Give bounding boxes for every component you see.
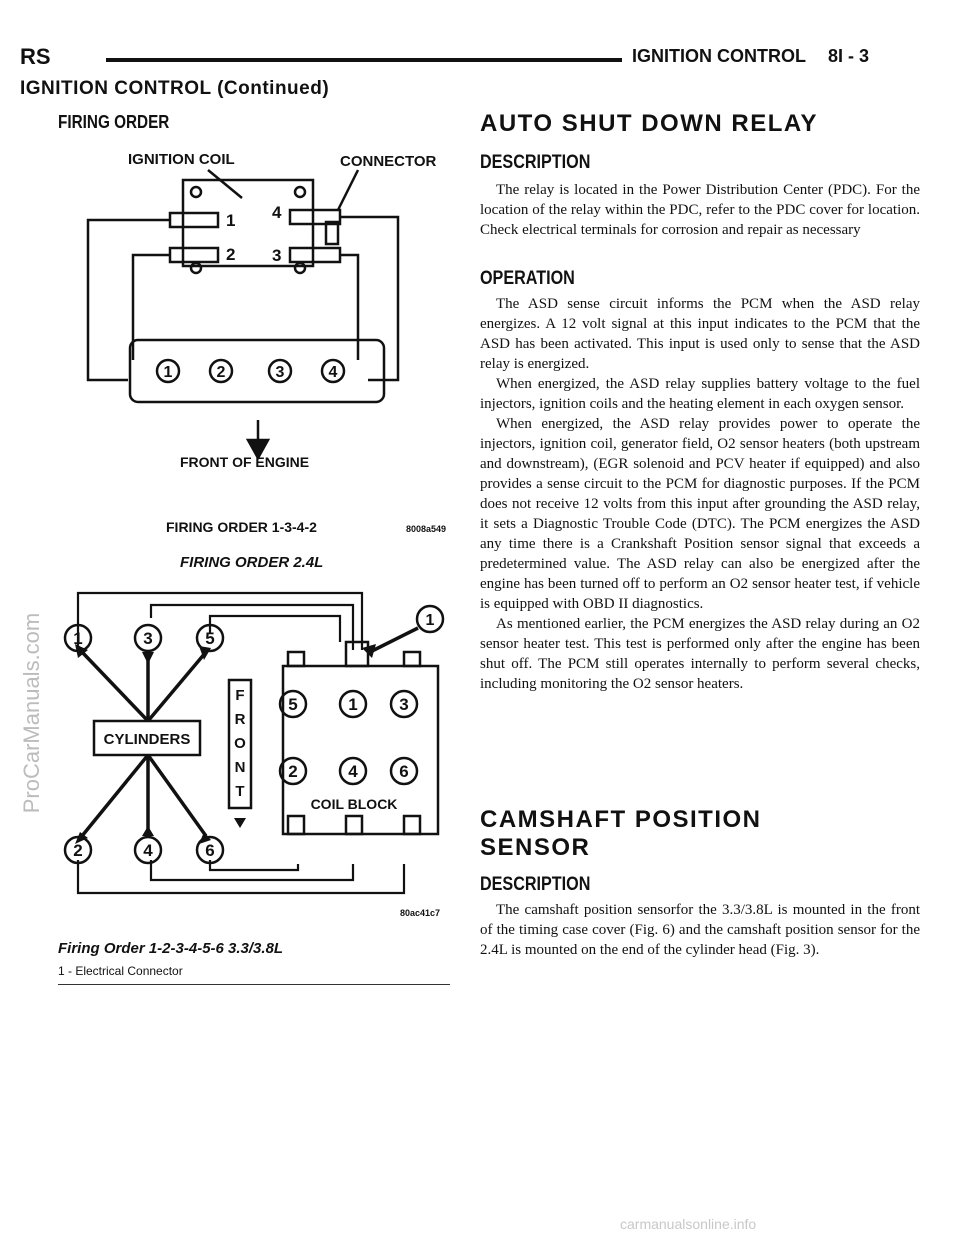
bottom-watermark: carmanualsonline.info bbox=[620, 1216, 757, 1232]
asd-operation-paragraph-3: When energized, the ASD relay provides power to operate the injectors, ignition coil, generator field, O2 sensor heaters (both upstream and downstream), (EGR solenoid and PCV heater if equipped) and also provides a sense circuit to the PCM for diagnostic purposes. If the PCM does not receive 12 volts from this input after grounding the ASD relay, it sets a Diagnostic Trouble Code (DTC). The PCM energizes the ASD any time there is a Crankshaft Position sensor signal that exceeds a predetermined value. The ASD relay can also be energized after the engine has been turned off to perform an O2 sensor heater test, if vehicle is equipped with OBD II diagnostics. bbox=[480, 416, 920, 612]
cmp-description-text bbox=[480, 900, 920, 960]
caption-firing-order-2-4l: FIRING ORDER 2.4L bbox=[180, 554, 324, 571]
header-page-number: 8I - 3 bbox=[828, 46, 870, 66]
coil-terminal-2: 2 bbox=[226, 245, 236, 264]
cylinder-6-33: 6 bbox=[205, 841, 215, 860]
label-firing-order-1342: FIRING ORDER 1-3-4-2 bbox=[166, 519, 317, 535]
label-coil-block: COIL BLOCK bbox=[310, 796, 398, 812]
coil-terminal-1: 1 bbox=[226, 211, 236, 230]
cmp-description-paragraph: The camshaft position sensorfor the 3.3/3.8L is mounted in the front of the timing case cover (Fig. 6) and the camshaft position sensor for the 2.4L is mounted on the end of the cylinder head (Fig. 3). bbox=[480, 902, 920, 958]
coil-block-tower-5: 5 bbox=[288, 695, 298, 714]
front-letter-r: R bbox=[234, 711, 246, 728]
asd-description-text bbox=[480, 180, 920, 240]
figure-code-8008a549: 8008a549 bbox=[406, 524, 447, 534]
cmp-heading bbox=[480, 806, 762, 862]
label-cylinders: CYLINDERS bbox=[103, 731, 191, 748]
label-connector: CONNECTOR bbox=[340, 153, 437, 170]
cylinder-4: 4 bbox=[328, 364, 338, 381]
asd-operation-paragraph-1: The ASD sense circuit informs the PCM when the ASD relay energizes. A 12 volt signal at this input indicates to the PCM that the ASD has been activated. This input is used only to sense that the ASD relay is energized. bbox=[480, 296, 920, 372]
label-ignition-coil: IGNITION COIL bbox=[128, 151, 235, 168]
coil-block-tower-2: 2 bbox=[288, 762, 298, 781]
coil-terminal-3: 3 bbox=[272, 246, 282, 265]
figure-code-80ac41c7: 80ac41c7 bbox=[399, 908, 441, 918]
firing-order-heading: FIRING ORDER bbox=[58, 112, 170, 132]
front-letter-n: N bbox=[234, 759, 246, 776]
firing-order-3-3-3-8l-diagram bbox=[58, 588, 458, 938]
cylinder-3: 3 bbox=[275, 364, 285, 381]
cylinder-1: 1 bbox=[163, 364, 173, 381]
asd-operation-paragraph-4: As mentioned earlier, the PCM energizes the ASD relay during an O2 sensor heater test. This test is performed only after the engine has been shut off. The PCM still operates internally to perform several checks, including monitoring the O2 sensor heaters. bbox=[480, 616, 920, 692]
asd-heading: AUTO SHUT DOWN RELAY bbox=[480, 110, 819, 137]
label-front-of-engine: FRONT OF ENGINE bbox=[180, 454, 310, 470]
front-letter-t: T bbox=[235, 783, 245, 800]
coil-block-tower-6: 6 bbox=[399, 762, 409, 781]
cmp-heading-line-2: SENSOR bbox=[480, 834, 591, 861]
figure-legend: 1 - Electrical Connector bbox=[58, 964, 183, 978]
asd-operation-text bbox=[480, 294, 920, 694]
side-watermark: ProCarManuals.com bbox=[19, 612, 44, 814]
cylinder-5-33: 5 bbox=[205, 629, 215, 648]
asd-description-heading: DESCRIPTION bbox=[480, 152, 591, 173]
cylinder-2: 2 bbox=[216, 364, 226, 381]
asd-operation-paragraph-2: When energized, the ASD relay supplies battery voltage to the fuel injectors, ignition coils and the heating element in each oxygen sensor. bbox=[480, 376, 920, 412]
legend-rule bbox=[58, 984, 450, 985]
cmp-heading-line-1: CAMSHAFT POSITION bbox=[480, 806, 762, 833]
asd-operation-heading: OPERATION bbox=[480, 268, 575, 289]
asd-description-paragraph: The relay is located in the Power Distribution Center (PDC). For the location of the relay within the PDC, refer to the PDC cover for location. Check electrical terminals for corrosion and repair as necessary bbox=[480, 182, 920, 238]
cylinder-3-33: 3 bbox=[143, 629, 153, 648]
cmp-description-heading: DESCRIPTION bbox=[480, 874, 591, 895]
front-letter-f: F bbox=[235, 687, 245, 704]
coil-block-tower-1: 1 bbox=[348, 695, 358, 714]
coil-block-tower-3: 3 bbox=[399, 695, 409, 714]
header-section-title: IGNITION CONTROL bbox=[632, 46, 806, 66]
continued-heading: IGNITION CONTROL (Continued) bbox=[20, 78, 330, 99]
firing-order-2-4l-diagram bbox=[58, 140, 458, 550]
header-section-code: RS bbox=[20, 44, 51, 69]
cylinder-2-33: 2 bbox=[73, 841, 83, 860]
header-rule bbox=[106, 58, 622, 62]
coil-block-tower-4: 4 bbox=[348, 762, 358, 781]
front-letter-o: O bbox=[234, 735, 246, 752]
callout-1: 1 bbox=[425, 612, 435, 629]
cylinder-4-33: 4 bbox=[143, 841, 153, 860]
cylinder-1-33: 1 bbox=[73, 629, 83, 648]
caption-firing-order-3-3-3-8l: Firing Order 1-2-3-4-5-6 3.3/3.8L bbox=[58, 940, 284, 957]
coil-terminal-4: 4 bbox=[272, 203, 282, 222]
